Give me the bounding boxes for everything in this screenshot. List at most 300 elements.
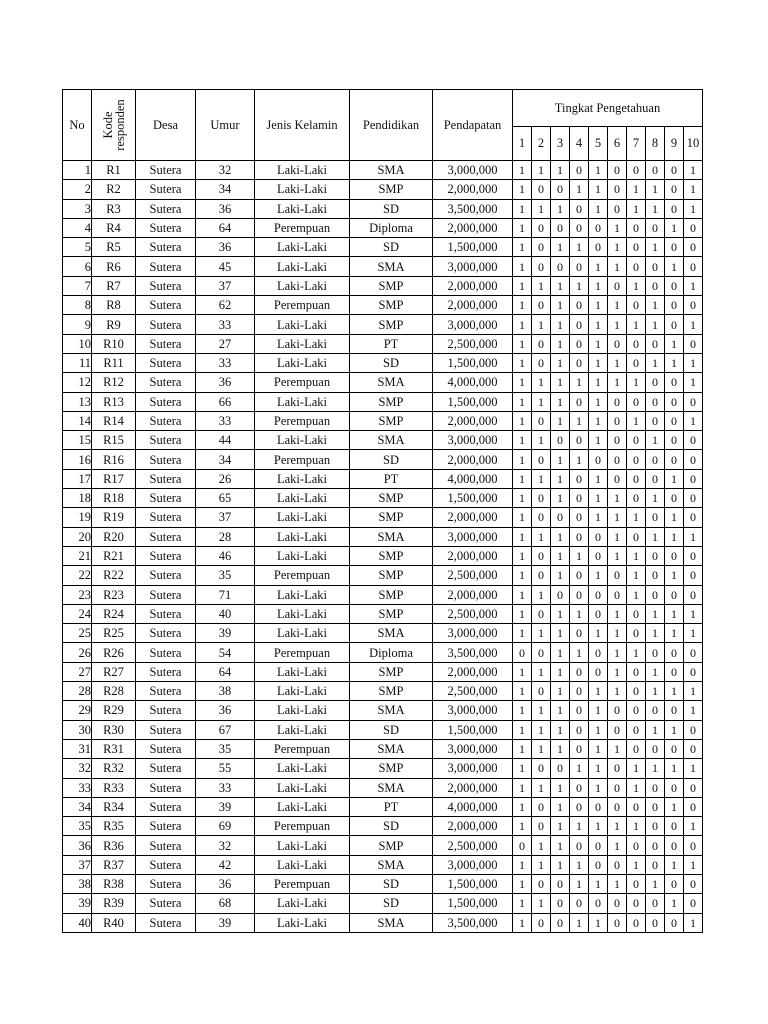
cell-umur: 33	[196, 778, 255, 797]
cell-pengetahuan-7: 0	[627, 161, 646, 180]
cell-kode-responden: R10	[92, 334, 136, 353]
cell-umur: 36	[196, 373, 255, 392]
cell-desa: Sutera	[136, 624, 196, 643]
cell-pengetahuan-8: 0	[646, 161, 665, 180]
cell-pengetahuan-9: 1	[665, 218, 684, 237]
cell-pengetahuan-3: 1	[551, 624, 570, 643]
cell-pengetahuan-7: 0	[627, 334, 646, 353]
cell-pengetahuan-2: 0	[532, 874, 551, 893]
cell-desa: Sutera	[136, 817, 196, 836]
cell-pengetahuan-2: 1	[532, 662, 551, 681]
cell-no: 10	[63, 334, 92, 353]
cell-no: 15	[63, 431, 92, 450]
cell-desa: Sutera	[136, 238, 196, 257]
cell-no: 37	[63, 855, 92, 874]
cell-pengetahuan-9: 1	[665, 855, 684, 874]
table-row	[63, 431, 703, 450]
cell-pengetahuan-9: 1	[665, 334, 684, 353]
cell-pendapatan: 3,500,000	[433, 643, 513, 662]
cell-pendidikan: SMA	[350, 257, 433, 276]
cell-pengetahuan-5: 1	[589, 431, 608, 450]
table-row	[63, 739, 703, 758]
cell-kode-responden: R11	[92, 353, 136, 372]
cell-pengetahuan-2: 0	[532, 682, 551, 701]
cell-desa: Sutera	[136, 257, 196, 276]
cell-pengetahuan-7: 1	[627, 373, 646, 392]
cell-pengetahuan-1: 1	[513, 874, 532, 893]
cell-pengetahuan-7: 1	[627, 643, 646, 662]
cell-umur: 67	[196, 720, 255, 739]
cell-pengetahuan-2: 0	[532, 411, 551, 430]
cell-pengetahuan-3: 1	[551, 489, 570, 508]
cell-pengetahuan-6: 0	[608, 913, 627, 932]
cell-desa: Sutera	[136, 431, 196, 450]
cell-pengetahuan-1: 1	[513, 353, 532, 372]
cell-pengetahuan-9: 0	[665, 276, 684, 295]
cell-pengetahuan-5: 1	[589, 778, 608, 797]
cell-pengetahuan-10: 1	[684, 682, 703, 701]
cell-pengetahuan-8: 1	[646, 180, 665, 199]
cell-kode-responden: R40	[92, 913, 136, 932]
cell-kode-responden: R35	[92, 817, 136, 836]
cell-pengetahuan-9: 0	[665, 392, 684, 411]
cell-pendidikan: SMP	[350, 662, 433, 681]
cell-pendapatan: 3,000,000	[433, 315, 513, 334]
header-item-3: 3	[551, 127, 570, 161]
cell-pengetahuan-8: 1	[646, 624, 665, 643]
cell-pengetahuan-3: 1	[551, 836, 570, 855]
cell-pendapatan: 3,000,000	[433, 161, 513, 180]
cell-umur: 28	[196, 527, 255, 546]
cell-pengetahuan-10: 1	[684, 759, 703, 778]
cell-desa: Sutera	[136, 373, 196, 392]
cell-desa: Sutera	[136, 874, 196, 893]
cell-umur: 64	[196, 662, 255, 681]
cell-desa: Sutera	[136, 199, 196, 218]
cell-pengetahuan-10: 0	[684, 238, 703, 257]
cell-pengetahuan-7: 0	[627, 913, 646, 932]
cell-pengetahuan-2: 0	[532, 508, 551, 527]
cell-pendapatan: 1,500,000	[433, 720, 513, 739]
cell-desa: Sutera	[136, 180, 196, 199]
cell-pengetahuan-9: 0	[665, 546, 684, 565]
cell-pendidikan: SMA	[350, 373, 433, 392]
cell-pengetahuan-1: 1	[513, 296, 532, 315]
cell-pengetahuan-2: 0	[532, 180, 551, 199]
cell-no: 34	[63, 797, 92, 816]
cell-pengetahuan-5: 1	[589, 334, 608, 353]
cell-jenis-kelamin: Laki-Laki	[255, 334, 350, 353]
header-item-2: 2	[532, 127, 551, 161]
cell-pengetahuan-9: 1	[665, 508, 684, 527]
cell-pengetahuan-2: 1	[532, 894, 551, 913]
cell-pendidikan: SMP	[350, 585, 433, 604]
cell-desa: Sutera	[136, 604, 196, 623]
cell-pengetahuan-5: 0	[589, 855, 608, 874]
cell-pengetahuan-4: 1	[570, 855, 589, 874]
cell-pengetahuan-7: 0	[627, 489, 646, 508]
cell-kode-responden: R33	[92, 778, 136, 797]
cell-no: 21	[63, 546, 92, 565]
cell-pengetahuan-1: 1	[513, 797, 532, 816]
cell-pengetahuan-6: 0	[608, 797, 627, 816]
cell-umur: 45	[196, 257, 255, 276]
cell-pengetahuan-9: 0	[665, 739, 684, 758]
cell-pengetahuan-7: 1	[627, 508, 646, 527]
header-kode-responden	[92, 90, 136, 161]
cell-pengetahuan-6: 1	[608, 238, 627, 257]
cell-kode-responden: R38	[92, 874, 136, 893]
cell-jenis-kelamin: Laki-Laki	[255, 353, 350, 372]
cell-pengetahuan-9: 1	[665, 257, 684, 276]
cell-kode-responden: R37	[92, 855, 136, 874]
cell-pengetahuan-4: 0	[570, 334, 589, 353]
cell-desa: Sutera	[136, 836, 196, 855]
cell-pengetahuan-3: 1	[551, 315, 570, 334]
cell-umur: 36	[196, 199, 255, 218]
cell-pengetahuan-4: 1	[570, 276, 589, 295]
cell-pengetahuan-1: 1	[513, 334, 532, 353]
cell-pengetahuan-10: 0	[684, 778, 703, 797]
cell-pengetahuan-3: 1	[551, 296, 570, 315]
cell-pengetahuan-3: 0	[551, 913, 570, 932]
cell-pengetahuan-6: 0	[608, 180, 627, 199]
cell-pengetahuan-8: 1	[646, 720, 665, 739]
cell-jenis-kelamin: Laki-Laki	[255, 161, 350, 180]
cell-kode-responden: R28	[92, 682, 136, 701]
cell-pendidikan: SMP	[350, 180, 433, 199]
cell-pengetahuan-9: 0	[665, 315, 684, 334]
cell-pengetahuan-10: 0	[684, 566, 703, 585]
cell-jenis-kelamin: Laki-Laki	[255, 238, 350, 257]
cell-pengetahuan-4: 1	[570, 546, 589, 565]
cell-pengetahuan-7: 0	[627, 739, 646, 758]
cell-no: 31	[63, 739, 92, 758]
cell-kode-responden: R7	[92, 276, 136, 295]
table-row	[63, 913, 703, 932]
cell-pengetahuan-7: 1	[627, 276, 646, 295]
cell-pendidikan: SMA	[350, 778, 433, 797]
cell-pengetahuan-8: 0	[646, 797, 665, 816]
cell-pengetahuan-9: 0	[665, 874, 684, 893]
table-row	[63, 527, 703, 546]
cell-pengetahuan-4: 1	[570, 643, 589, 662]
cell-pengetahuan-4: 0	[570, 797, 589, 816]
cell-pendidikan: SMA	[350, 701, 433, 720]
cell-pengetahuan-4: 0	[570, 701, 589, 720]
cell-pengetahuan-5: 1	[589, 411, 608, 430]
cell-kode-responden: R6	[92, 257, 136, 276]
cell-desa: Sutera	[136, 527, 196, 546]
cell-pengetahuan-5: 1	[589, 874, 608, 893]
cell-pengetahuan-3: 0	[551, 759, 570, 778]
cell-no: 33	[63, 778, 92, 797]
cell-pengetahuan-6: 0	[608, 894, 627, 913]
cell-pengetahuan-5: 0	[589, 643, 608, 662]
cell-pengetahuan-7: 0	[627, 392, 646, 411]
cell-pengetahuan-10: 0	[684, 450, 703, 469]
cell-pengetahuan-2: 0	[532, 334, 551, 353]
cell-pendapatan: 3,000,000	[433, 701, 513, 720]
cell-pengetahuan-10: 0	[684, 546, 703, 565]
cell-pengetahuan-5: 1	[589, 508, 608, 527]
cell-pengetahuan-4: 0	[570, 161, 589, 180]
cell-pengetahuan-4: 0	[570, 624, 589, 643]
cell-pendidikan: SMP	[350, 296, 433, 315]
cell-pengetahuan-4: 1	[570, 238, 589, 257]
cell-pengetahuan-7: 0	[627, 604, 646, 623]
cell-jenis-kelamin: Laki-Laki	[255, 855, 350, 874]
cell-pendapatan: 1,500,000	[433, 238, 513, 257]
cell-pengetahuan-1: 1	[513, 469, 532, 488]
cell-pengetahuan-3: 0	[551, 257, 570, 276]
cell-pengetahuan-10: 0	[684, 469, 703, 488]
cell-umur: 26	[196, 469, 255, 488]
cell-pengetahuan-9: 0	[665, 161, 684, 180]
table-row	[63, 161, 703, 180]
cell-jenis-kelamin: Laki-Laki	[255, 778, 350, 797]
cell-no: 27	[63, 662, 92, 681]
cell-pengetahuan-1: 1	[513, 218, 532, 237]
table-row	[63, 643, 703, 662]
cell-pengetahuan-9: 1	[665, 624, 684, 643]
table-row	[63, 566, 703, 585]
cell-no: 1	[63, 161, 92, 180]
cell-no: 14	[63, 411, 92, 430]
cell-pendidikan: PT	[350, 334, 433, 353]
cell-pengetahuan-9: 1	[665, 682, 684, 701]
table-row	[63, 662, 703, 681]
cell-desa: Sutera	[136, 913, 196, 932]
cell-pengetahuan-3: 1	[551, 527, 570, 546]
cell-pengetahuan-5: 0	[589, 546, 608, 565]
cell-umur: 36	[196, 701, 255, 720]
cell-pengetahuan-3: 1	[551, 411, 570, 430]
cell-pengetahuan-2: 0	[532, 817, 551, 836]
cell-pengetahuan-6: 1	[608, 624, 627, 643]
cell-pengetahuan-10: 1	[684, 527, 703, 546]
cell-no: 26	[63, 643, 92, 662]
cell-pengetahuan-3: 1	[551, 817, 570, 836]
cell-pengetahuan-5: 1	[589, 817, 608, 836]
cell-jenis-kelamin: Laki-Laki	[255, 701, 350, 720]
cell-pendidikan: SMP	[350, 392, 433, 411]
cell-kode-responden: R8	[92, 296, 136, 315]
cell-desa: Sutera	[136, 855, 196, 874]
cell-pengetahuan-6: 0	[608, 411, 627, 430]
cell-pengetahuan-2: 1	[532, 527, 551, 546]
header-item-8: 8	[646, 127, 665, 161]
cell-pengetahuan-5: 0	[589, 238, 608, 257]
cell-pengetahuan-4: 0	[570, 778, 589, 797]
cell-pengetahuan-9: 0	[665, 180, 684, 199]
cell-pendidikan: SMA	[350, 855, 433, 874]
cell-pengetahuan-7: 0	[627, 682, 646, 701]
cell-pengetahuan-8: 1	[646, 238, 665, 257]
cell-pengetahuan-5: 0	[589, 218, 608, 237]
cell-pengetahuan-2: 1	[532, 315, 551, 334]
cell-pendidikan: SD	[350, 894, 433, 913]
cell-pendidikan: SMA	[350, 739, 433, 758]
cell-pendidikan: SMA	[350, 913, 433, 932]
cell-pengetahuan-8: 0	[646, 373, 665, 392]
cell-pengetahuan-4: 0	[570, 257, 589, 276]
cell-pengetahuan-5: 1	[589, 720, 608, 739]
cell-kode-responden: R19	[92, 508, 136, 527]
cell-pengetahuan-8: 0	[646, 566, 665, 585]
table-row	[63, 720, 703, 739]
cell-pengetahuan-5: 1	[589, 392, 608, 411]
cell-pengetahuan-6: 0	[608, 334, 627, 353]
cell-pendapatan: 3,000,000	[433, 759, 513, 778]
cell-umur: 64	[196, 218, 255, 237]
cell-pendapatan: 3,000,000	[433, 739, 513, 758]
cell-pengetahuan-10: 0	[684, 334, 703, 353]
cell-umur: 46	[196, 546, 255, 565]
cell-pendapatan: 2,500,000	[433, 682, 513, 701]
header-item-7: 7	[627, 127, 646, 161]
table-row	[63, 817, 703, 836]
cell-pengetahuan-3: 1	[551, 238, 570, 257]
cell-umur: 36	[196, 874, 255, 893]
cell-pengetahuan-10: 0	[684, 739, 703, 758]
cell-desa: Sutera	[136, 334, 196, 353]
header-item-10: 10	[684, 127, 703, 161]
cell-pengetahuan-8: 0	[646, 836, 665, 855]
cell-pengetahuan-7: 1	[627, 315, 646, 334]
cell-umur: 40	[196, 604, 255, 623]
cell-pengetahuan-10: 1	[684, 180, 703, 199]
cell-pengetahuan-9: 0	[665, 701, 684, 720]
cell-pengetahuan-4: 1	[570, 759, 589, 778]
cell-no: 3	[63, 199, 92, 218]
cell-pengetahuan-8: 0	[646, 276, 665, 295]
cell-pengetahuan-5: 0	[589, 662, 608, 681]
cell-pengetahuan-10: 1	[684, 315, 703, 334]
cell-desa: Sutera	[136, 720, 196, 739]
cell-umur: 33	[196, 353, 255, 372]
header-umur: Umur	[196, 90, 255, 161]
cell-jenis-kelamin: Perempuan	[255, 450, 350, 469]
cell-pendidikan: SMP	[350, 566, 433, 585]
cell-pengetahuan-6: 1	[608, 373, 627, 392]
cell-pengetahuan-8: 1	[646, 604, 665, 623]
cell-jenis-kelamin: Laki-Laki	[255, 469, 350, 488]
cell-umur: 33	[196, 315, 255, 334]
cell-kode-responden: R36	[92, 836, 136, 855]
cell-no: 22	[63, 566, 92, 585]
cell-desa: Sutera	[136, 469, 196, 488]
table-row	[63, 682, 703, 701]
cell-umur: 68	[196, 894, 255, 913]
cell-pengetahuan-10: 0	[684, 662, 703, 681]
cell-pengetahuan-7: 1	[627, 585, 646, 604]
table-row	[63, 624, 703, 643]
cell-umur: 39	[196, 797, 255, 816]
cell-kode-responden: R16	[92, 450, 136, 469]
cell-pengetahuan-9: 0	[665, 643, 684, 662]
cell-jenis-kelamin: Laki-Laki	[255, 431, 350, 450]
cell-pengetahuan-9: 1	[665, 527, 684, 546]
cell-pengetahuan-7: 0	[627, 874, 646, 893]
cell-pengetahuan-8: 0	[646, 218, 665, 237]
cell-desa: Sutera	[136, 894, 196, 913]
cell-no: 19	[63, 508, 92, 527]
cell-desa: Sutera	[136, 161, 196, 180]
cell-pengetahuan-10: 1	[684, 604, 703, 623]
table-row	[63, 508, 703, 527]
cell-pengetahuan-7: 1	[627, 199, 646, 218]
cell-umur: 44	[196, 431, 255, 450]
cell-pengetahuan-4: 0	[570, 353, 589, 372]
cell-umur: 32	[196, 161, 255, 180]
header-pendapatan: Pendapatan	[433, 90, 513, 161]
cell-pengetahuan-10: 1	[684, 373, 703, 392]
cell-pendidikan: SD	[350, 353, 433, 372]
cell-pengetahuan-2: 1	[532, 199, 551, 218]
cell-pengetahuan-6: 1	[608, 817, 627, 836]
cell-pengetahuan-9: 0	[665, 411, 684, 430]
cell-pengetahuan-5: 1	[589, 180, 608, 199]
cell-pengetahuan-5: 1	[589, 624, 608, 643]
cell-no: 17	[63, 469, 92, 488]
cell-kode-responden: R14	[92, 411, 136, 430]
cell-pengetahuan-2: 0	[532, 566, 551, 585]
cell-pendidikan: SMP	[350, 508, 433, 527]
cell-pengetahuan-2: 0	[532, 238, 551, 257]
table-row	[63, 585, 703, 604]
cell-pengetahuan-3: 1	[551, 720, 570, 739]
cell-kode-responden: R17	[92, 469, 136, 488]
cell-pengetahuan-1: 1	[513, 431, 532, 450]
cell-pendidikan: SMA	[350, 624, 433, 643]
cell-pengetahuan-10: 1	[684, 411, 703, 430]
cell-desa: Sutera	[136, 701, 196, 720]
cell-pengetahuan-10: 0	[684, 720, 703, 739]
cell-pengetahuan-2: 0	[532, 759, 551, 778]
cell-pengetahuan-4: 1	[570, 180, 589, 199]
cell-desa: Sutera	[136, 739, 196, 758]
cell-pengetahuan-5: 0	[589, 450, 608, 469]
cell-pengetahuan-9: 1	[665, 797, 684, 816]
cell-pengetahuan-8: 0	[646, 894, 665, 913]
cell-pengetahuan-8: 0	[646, 257, 665, 276]
cell-pengetahuan-4: 0	[570, 489, 589, 508]
cell-pengetahuan-5: 1	[589, 373, 608, 392]
cell-pengetahuan-6: 0	[608, 778, 627, 797]
cell-pengetahuan-3: 0	[551, 180, 570, 199]
cell-pengetahuan-1: 1	[513, 411, 532, 430]
cell-umur: 55	[196, 759, 255, 778]
cell-pengetahuan-8: 0	[646, 913, 665, 932]
cell-pengetahuan-2: 0	[532, 604, 551, 623]
table-row	[63, 315, 703, 334]
cell-pengetahuan-2: 1	[532, 720, 551, 739]
cell-pendidikan: SMP	[350, 411, 433, 430]
cell-pengetahuan-2: 1	[532, 373, 551, 392]
cell-pengetahuan-4: 0	[570, 527, 589, 546]
table-row	[63, 701, 703, 720]
cell-pengetahuan-4: 0	[570, 392, 589, 411]
cell-pengetahuan-6: 1	[608, 682, 627, 701]
cell-pendapatan: 2,000,000	[433, 508, 513, 527]
cell-jenis-kelamin: Laki-Laki	[255, 585, 350, 604]
cell-pengetahuan-7: 0	[627, 836, 646, 855]
cell-pengetahuan-6: 1	[608, 508, 627, 527]
cell-no: 39	[63, 894, 92, 913]
cell-pendidikan: SMP	[350, 276, 433, 295]
cell-pengetahuan-4: 0	[570, 739, 589, 758]
